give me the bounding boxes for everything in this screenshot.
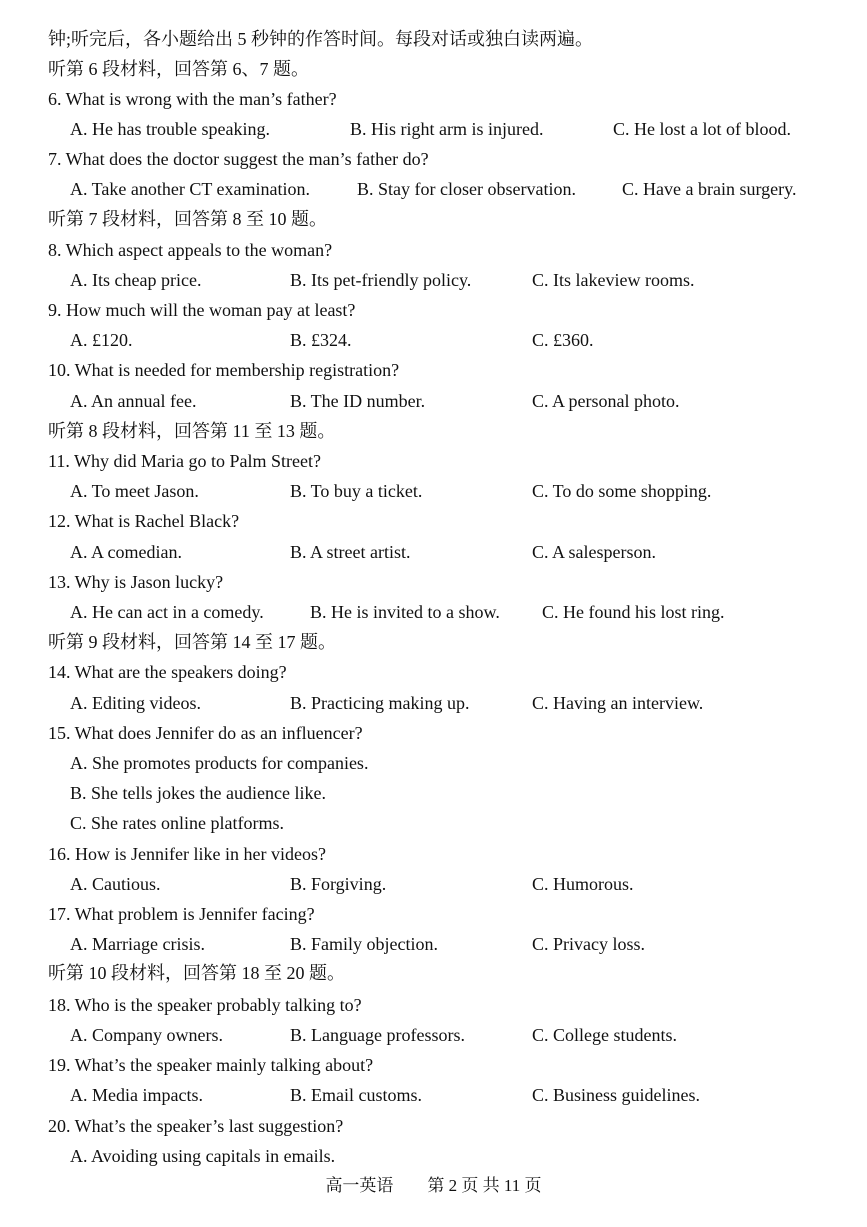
question-stem: 6. What is wrong with the man’s father? xyxy=(48,89,337,109)
option-a: A. £120. xyxy=(70,330,133,350)
option-a: A. She promotes products for companies. xyxy=(70,753,369,773)
options-row xyxy=(0,265,867,295)
option-c: C. Business guidelines. xyxy=(532,1085,701,1105)
question-stem: 15. What does Jennifer do as an influencer? xyxy=(48,723,363,743)
option-a: A. Cautious. xyxy=(70,874,161,894)
option-c: C. A personal photo. xyxy=(532,391,680,411)
options-row xyxy=(0,869,867,899)
option-a: A. He can act in a comedy. xyxy=(70,602,264,622)
options-row xyxy=(0,597,867,627)
options-row xyxy=(0,325,867,355)
options-row xyxy=(0,688,867,718)
question-stem: 7. What does the doctor suggest the man’s father do? xyxy=(48,149,429,169)
option-a: A. Editing videos. xyxy=(70,693,201,713)
option-a: A. To meet Jason. xyxy=(70,481,199,501)
question-stem: 17. What problem is Jennifer facing? xyxy=(48,904,315,924)
section-heading: 听第 10 段材料，回答第 18 至 20 题。 xyxy=(48,963,345,983)
option-c: C. Its lakeview rooms. xyxy=(532,270,695,290)
option-b: B. A street artist. xyxy=(290,542,411,562)
option-b: B. Family objection. xyxy=(290,934,438,954)
option-a: A. Avoiding using capitals in emails. xyxy=(70,1146,336,1166)
option-c: C. Having an interview. xyxy=(532,693,704,713)
option-b: B. Its pet-friendly policy. xyxy=(290,270,472,290)
option-line xyxy=(0,1141,867,1171)
option-a: A. Marriage crisis. xyxy=(70,934,205,954)
section-heading: 听第 9 段材料，回答第 14 至 17 题。 xyxy=(48,632,336,652)
option-a: A. An annual fee. xyxy=(70,391,197,411)
option-a: A. Take another CT examination. xyxy=(70,179,311,199)
options-row xyxy=(0,174,867,204)
options-row xyxy=(0,114,867,144)
option-b: B. Stay for closer observation. xyxy=(357,179,576,199)
instruction-line: 钟;听完后，各小题给出 5 秒钟的作答时间。每段对话或独白读两遍。 xyxy=(48,29,593,49)
question-stem: 14. What are the speakers doing? xyxy=(48,662,287,682)
question-stem: 18. Who is the speaker probably talking to? xyxy=(48,995,362,1015)
section-heading: 听第 6 段材料，回答第 6、7 题。 xyxy=(48,59,309,79)
question-stem: 12. What is Rachel Black? xyxy=(48,511,240,531)
question-stem: 13. Why is Jason lucky? xyxy=(48,572,224,592)
question-stem: 8. Which aspect appeals to the woman? xyxy=(48,240,333,260)
option-c: C. Humorous. xyxy=(532,874,634,894)
question-stem: 20. What’s the speaker’s last suggestion? xyxy=(48,1116,344,1136)
option-b: B. Language professors. xyxy=(290,1025,465,1045)
option-b: B. She tells jokes the audience like. xyxy=(70,783,326,803)
options-row xyxy=(0,1080,867,1110)
option-b: B. The ID number. xyxy=(290,391,426,411)
section-heading: 听第 8 段材料，回答第 11 至 13 题。 xyxy=(48,421,336,441)
option-c: C. Have a brain surgery. xyxy=(622,179,797,199)
section-heading: 听第 7 段材料，回答第 8 至 10 题。 xyxy=(48,209,327,229)
option-c: C. To do some shopping. xyxy=(532,481,712,501)
options-row xyxy=(0,476,867,506)
option-line xyxy=(0,778,867,808)
question-stem: 16. How is Jennifer like in her videos? xyxy=(48,844,326,864)
option-line xyxy=(0,748,867,778)
option-a: A. A comedian. xyxy=(70,542,182,562)
option-b: B. £324. xyxy=(290,330,352,350)
options-row xyxy=(0,929,867,959)
option-a: A. Media impacts. xyxy=(70,1085,203,1105)
option-c: C. £360. xyxy=(532,330,594,350)
options-row xyxy=(0,1020,867,1050)
option-b: B. Practicing making up. xyxy=(290,693,470,713)
option-line xyxy=(0,808,867,838)
option-a: A. Company owners. xyxy=(70,1025,223,1045)
question-stem: 10. What is needed for membership registration? xyxy=(48,360,400,380)
option-b: B. His right arm is injured. xyxy=(350,119,544,139)
question-stem: 9. How much will the woman pay at least? xyxy=(48,300,356,320)
question-stem: 19. What’s the speaker mainly talking about? xyxy=(48,1055,374,1075)
option-b: B. Forgiving. xyxy=(290,874,387,894)
option-c: C. She rates online platforms. xyxy=(70,813,284,833)
question-stem: 11. Why did Maria go to Palm Street? xyxy=(48,451,321,471)
option-b: B. To buy a ticket. xyxy=(290,481,423,501)
page-footer: 高一英语 第 2 页 共 11 页 xyxy=(325,1176,542,1195)
option-c: C. Privacy loss. xyxy=(532,934,646,954)
option-a: A. He has trouble speaking. xyxy=(70,119,270,139)
option-c: C. He lost a lot of blood. xyxy=(613,119,791,139)
option-c: C. He found his lost ring. xyxy=(542,602,725,622)
option-a: A. Its cheap price. xyxy=(70,270,202,290)
option-c: C. College students. xyxy=(532,1025,677,1045)
option-c: C. A salesperson. xyxy=(532,542,656,562)
option-b: B. Email customs. xyxy=(290,1085,422,1105)
options-row xyxy=(0,537,867,567)
option-b: B. He is invited to a show. xyxy=(310,602,500,622)
options-row xyxy=(0,386,867,416)
